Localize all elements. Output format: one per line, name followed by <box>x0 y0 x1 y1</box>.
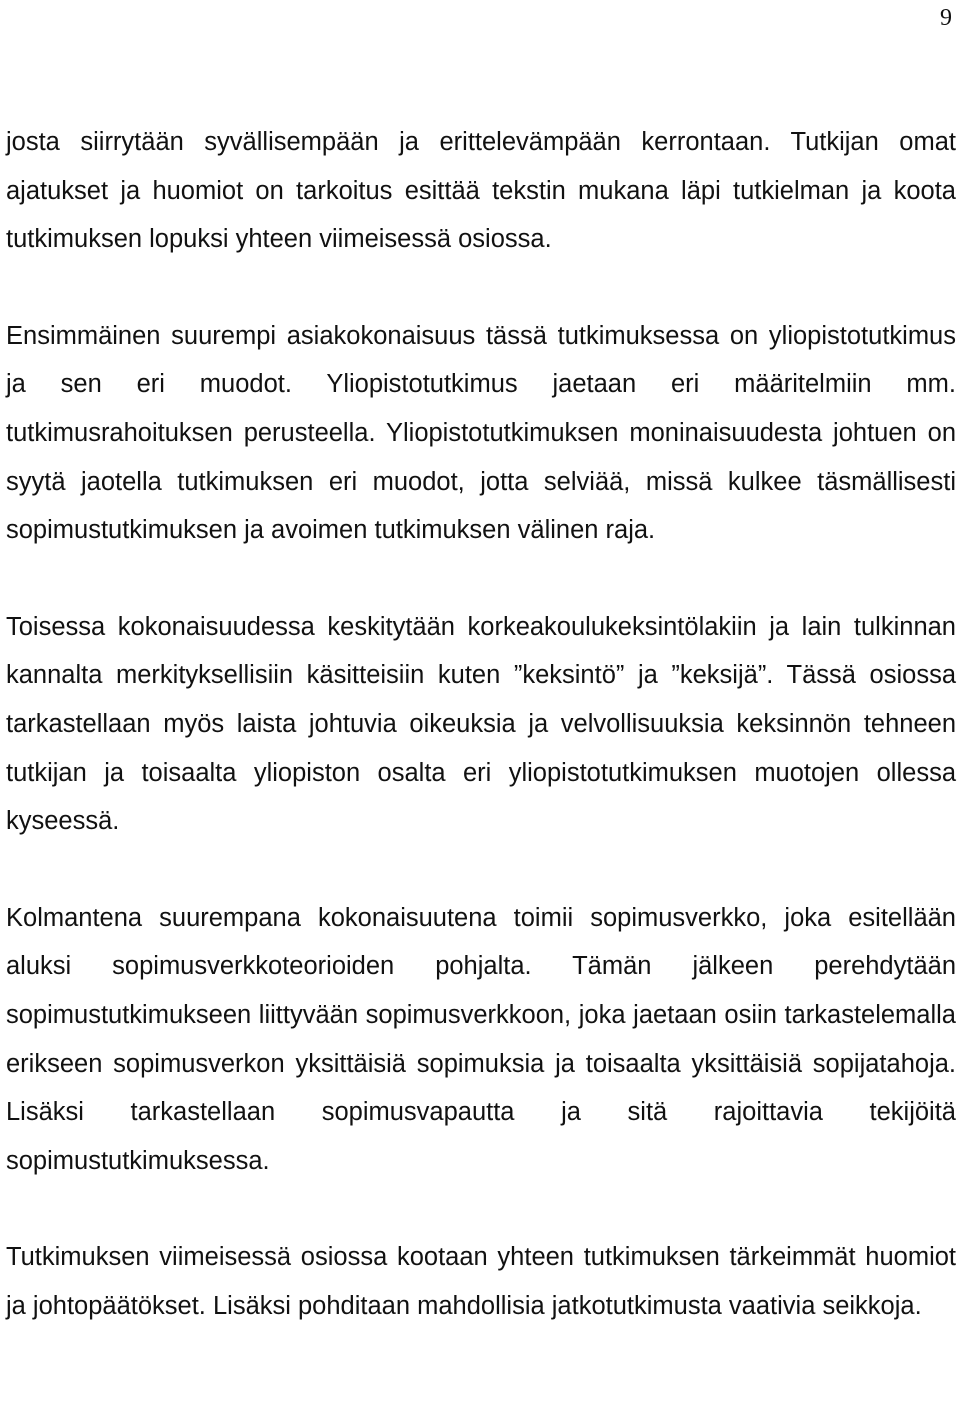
paragraph-5: Tutkimuksen viimeisessä osiossa kootaan yhteen tutkimuksen tärkeimmät huomiot ja johtopäätökset. Lisäksi pohditaan mahdollisia jatkotutkimusta vaativia seikkoja. <box>6 1243 956 1320</box>
document-body <box>6 118 956 1330</box>
paragraph-2: Ensimmäinen suurempi asiakokonaisuus tässä tutkimuksessa on yliopistotutkimus ja sen eri muodot. Yliopistotutkimus jaetaan eri määritelmiin mm. tutkimusrahoituksen perusteella. Yliopistotutkimuksen moninaisuudesta johtuen on syytä jaotella tutkimuksen eri muodot, jotta selviää, missä kulkee täsmällisesti sopimustutkimuksen ja avoimen tutkimuksen välinen raja. <box>6 321 956 545</box>
paragraph-4: Kolmantena suurempana kokonaisuutena toimii sopimusverkko, joka esitellään aluksi sopimusverkkoteorioiden pohjalta. Tämän jälkeen perehdytään sopimustutkimukseen liittyvään sopimusverkkoon, joka jaetaan osiin tarkastelemalla erikseen sopimusverkon yksittäisiä sopimuksia ja toisaalta yksittäisiä sopijatahoja. Lisäksi tarkastellaan sopimusvapautta ja sitä rajoittavia tekijöitä sopimustutkimuksessa. <box>6 903 956 1175</box>
paragraph-3: Toisessa kokonaisuudessa keskitytään korkeakoulukeksintölakiin ja lain tulkinnan kannalta merkityksellisiin käsitteisiin kuten ”keksintö” ja ”keksijä”. Tässä osiossa tarkastellaan myös laista johtuvia oikeuksia ja velvollisuuksia keksinnön tehneen tutkijan ja toisaalta yliopiston osalta eri yliopistotutkimuksen muotojen ollessa kyseessä. <box>6 612 956 836</box>
paragraph-1: josta siirrytään syvällisempään ja erittelevämpään kerrontaan. Tutkijan omat ajatukset ja huomiot on tarkoitus esittää tekstin mukana läpi tutkielman ja koota tutkimuksen lopuksi yhteen viimeisessä osiossa. <box>6 128 956 254</box>
page-number: 9 <box>940 5 952 31</box>
